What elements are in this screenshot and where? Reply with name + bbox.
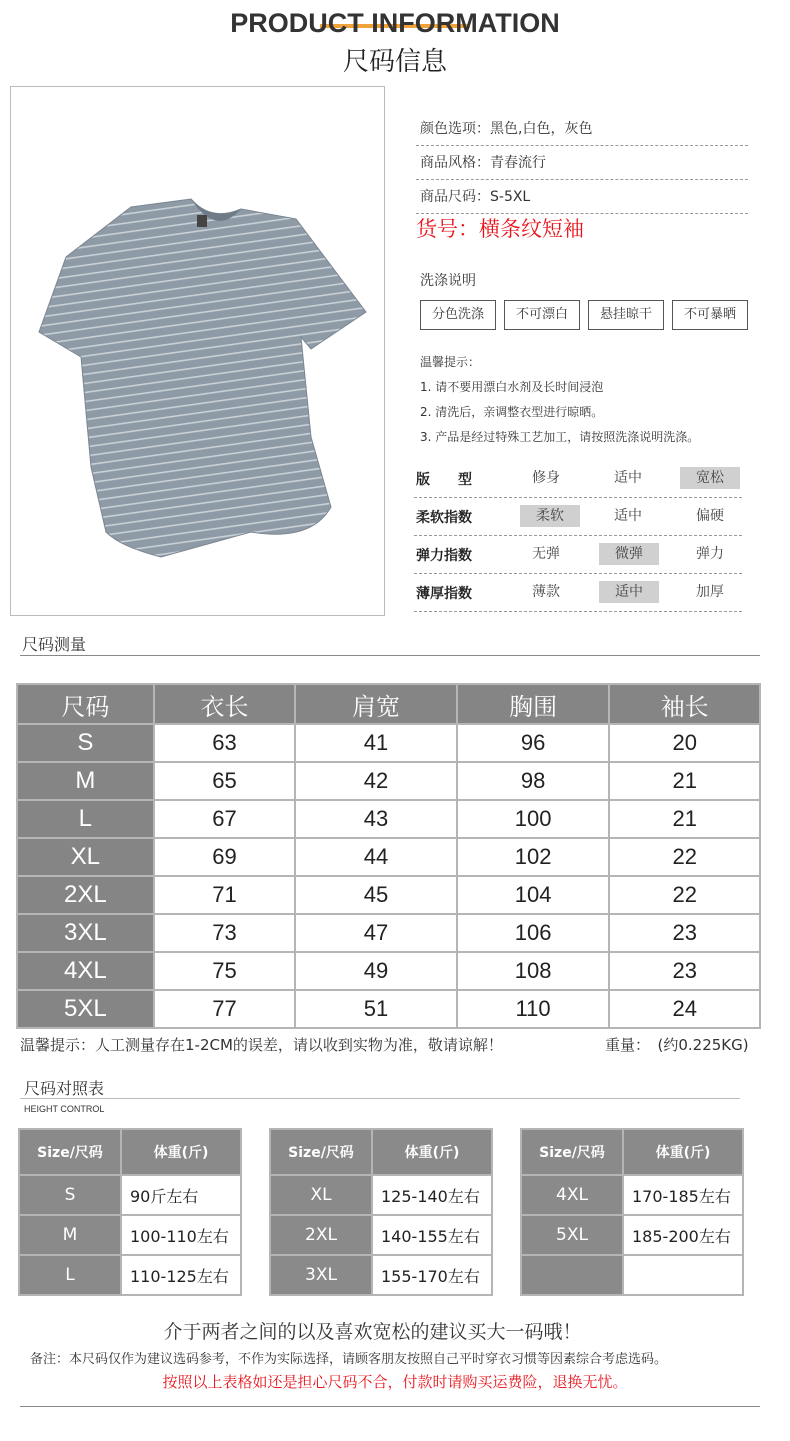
value-cell: 75: [154, 952, 296, 990]
reference-title: 尺码对照表: [24, 1079, 105, 1098]
ref-size: 3XL: [270, 1255, 372, 1295]
reference-table-2: [269, 1128, 493, 1296]
item-number: 货号：横条纹短袖: [416, 217, 584, 241]
value-cell: 100: [457, 800, 610, 838]
value-cell: 43: [295, 800, 457, 838]
measure-title: 尺码测量: [22, 635, 87, 654]
bottom-divider: [20, 1406, 760, 1407]
attr-option-selected: 柔软: [520, 505, 580, 527]
value-cell: 108: [457, 952, 610, 990]
size-cell: 3XL: [17, 914, 154, 952]
column-header: 胸围: [457, 684, 610, 724]
wash-tag: 悬挂晾干: [588, 300, 664, 330]
size-cell: 4XL: [17, 952, 154, 990]
product-info: [416, 112, 748, 248]
size-cell: S: [17, 724, 154, 762]
product-sizes: 商品尺码：S-5XL: [416, 180, 748, 214]
table-row: [521, 1175, 743, 1215]
ref-size: XL: [270, 1175, 372, 1215]
attr-option: 偏硬: [696, 508, 724, 524]
attr-option: 弹力: [696, 546, 724, 562]
value-cell: 69: [154, 838, 296, 876]
attr-option: 薄款: [532, 584, 560, 600]
table-header-row: [17, 684, 760, 724]
ref-size: L: [19, 1255, 121, 1295]
care-tips: [420, 350, 699, 450]
value-cell: 42: [295, 762, 457, 800]
value-cell: 22: [609, 876, 760, 914]
table-row: [17, 724, 760, 762]
size-cell: L: [17, 800, 154, 838]
value-cell: 63: [154, 724, 296, 762]
column-header: 袖长: [609, 684, 760, 724]
ref-header-size: Size/尺码: [270, 1129, 372, 1175]
color-options: 颜色选项：黑色,白色，灰色: [416, 112, 748, 146]
value-cell: 71: [154, 876, 296, 914]
reference-subtitle: HEIGHT CONTROL: [24, 1104, 105, 1114]
table-row: [19, 1215, 241, 1255]
ref-weight: 125-140左右: [372, 1175, 492, 1215]
table-row: [270, 1255, 492, 1295]
table-row: [17, 952, 760, 990]
attr-option-selected: 宽松: [680, 467, 740, 489]
reference-divider: [20, 1098, 740, 1099]
product-photo: [10, 86, 385, 616]
attr-option: 加厚: [696, 584, 724, 600]
ref-size: 2XL: [270, 1215, 372, 1255]
table-row: [17, 838, 760, 876]
product-weight: 重量： (约0.225KG): [605, 1036, 749, 1054]
size-cell: XL: [17, 838, 154, 876]
table-row: [17, 800, 760, 838]
table-row: [17, 914, 760, 952]
page-header: [0, 8, 790, 78]
header-title-cn: 尺码信息: [342, 47, 447, 77]
reference-table-1: [18, 1128, 242, 1296]
size-advice: 介于两者之间的以及喜欢宽松的建议买大一码哦！: [163, 1321, 582, 1343]
remark-note: 备注：本尺码仅作为建议选码参考，不作为实际选择，请顾客朋友按照自己平时穿衣习惯等因素综合考虑选码。: [30, 1352, 668, 1367]
wash-tag: 不可暴晒: [672, 300, 748, 330]
reference-table-3: [520, 1128, 744, 1296]
value-cell: 21: [609, 762, 760, 800]
value-cell: 102: [457, 838, 610, 876]
tips-title: 温馨提示：: [420, 355, 481, 369]
table-row: [521, 1215, 743, 1255]
shipping-warning: 按照以上表格如还是担心尺码不合，付款时请购买运费险，退换无忧。: [162, 1373, 628, 1391]
attr-option: 无弹: [532, 546, 560, 562]
attr-elasticity: [414, 536, 742, 574]
value-cell: 96: [457, 724, 610, 762]
tip-item: 3. 产品是经过特殊工艺加工，请按照洗涤说明洗涤。: [420, 430, 700, 444]
table-row: [270, 1215, 492, 1255]
ref-weight: 155-170左右: [372, 1255, 492, 1295]
value-cell: 41: [295, 724, 457, 762]
value-cell: 98: [457, 762, 610, 800]
tip-item: 2. 清洗后，亲调整衣型进行晾晒。: [420, 405, 604, 419]
attr-option: 适中: [614, 508, 642, 524]
ref-weight: 100-110左右: [121, 1215, 241, 1255]
attr-softness: [414, 498, 742, 536]
table-row: [17, 762, 760, 800]
tshirt-illustration: [11, 87, 384, 615]
value-cell: 22: [609, 838, 760, 876]
attr-option: 修身: [532, 470, 560, 486]
attr-label: 薄厚指数: [416, 586, 472, 602]
measure-divider: [20, 655, 760, 656]
ref-size: [521, 1255, 623, 1295]
value-cell: 104: [457, 876, 610, 914]
attr-fit: [414, 460, 742, 498]
ref-weight: 140-155左右: [372, 1215, 492, 1255]
table-row: [19, 1175, 241, 1215]
ref-header-weight: 体重(斤): [623, 1129, 743, 1175]
table-row: [270, 1175, 492, 1215]
attr-thickness: [414, 574, 742, 612]
measure-note: 温馨提示：人工测量存在1-2CM的误差，请以收到实物为准，敬请谅解！: [20, 1036, 503, 1054]
column-header: 肩宽: [295, 684, 457, 724]
ref-weight: 170-185左右: [623, 1175, 743, 1215]
value-cell: 23: [609, 914, 760, 952]
size-cell: M: [17, 762, 154, 800]
value-cell: 49: [295, 952, 457, 990]
ref-size: 5XL: [521, 1215, 623, 1255]
value-cell: 51: [295, 990, 457, 1028]
ref-size: S: [19, 1175, 121, 1215]
attr-option-selected: 微弹: [599, 543, 659, 565]
value-cell: 67: [154, 800, 296, 838]
attr-label: 弹力指数: [416, 548, 472, 564]
ref-weight: 90斤左右: [121, 1175, 241, 1215]
ref-weight: [623, 1255, 743, 1295]
ref-header-weight: 体重(斤): [372, 1129, 492, 1175]
value-cell: 45: [295, 876, 457, 914]
size-cell: 5XL: [17, 990, 154, 1028]
value-cell: 21: [609, 800, 760, 838]
ref-weight: 185-200左右: [623, 1215, 743, 1255]
ref-weight: 110-125左右: [121, 1255, 241, 1295]
wash-title: 洗涤说明: [420, 273, 476, 289]
table-row: [17, 990, 760, 1028]
value-cell: 65: [154, 762, 296, 800]
product-style: 商品风格：青春流行: [416, 146, 748, 180]
wash-tag: 不可漂白: [504, 300, 580, 330]
ref-header-weight: 体重(斤): [121, 1129, 241, 1175]
value-cell: 23: [609, 952, 760, 990]
value-cell: 47: [295, 914, 457, 952]
column-header: 衣长: [154, 684, 296, 724]
ref-size: 4XL: [521, 1175, 623, 1215]
ref-header-size: Size/尺码: [19, 1129, 121, 1175]
table-row: [19, 1255, 241, 1295]
wash-tag: 分色洗涤: [420, 300, 496, 330]
value-cell: 44: [295, 838, 457, 876]
value-cell: 20: [609, 724, 760, 762]
header-title-en: PRODUCT INFORMATION: [230, 8, 560, 38]
size-cell: 2XL: [17, 876, 154, 914]
value-cell: 73: [154, 914, 296, 952]
attr-option: 适中: [614, 470, 642, 486]
size-table: [16, 683, 761, 1029]
value-cell: 106: [457, 914, 610, 952]
value-cell: 77: [154, 990, 296, 1028]
table-row: [521, 1255, 743, 1295]
table-row: [17, 876, 760, 914]
ref-size: M: [19, 1215, 121, 1255]
attr-option-selected: 适中: [599, 581, 659, 603]
value-cell: 110: [457, 990, 610, 1028]
tip-item: 1. 请不要用漂白水剂及长时间浸泡: [420, 380, 604, 394]
value-cell: 24: [609, 990, 760, 1028]
attr-label: 柔软指数: [416, 510, 472, 526]
ref-header-size: Size/尺码: [521, 1129, 623, 1175]
attr-label: 版 型: [416, 472, 472, 488]
column-header: 尺码: [17, 684, 154, 724]
